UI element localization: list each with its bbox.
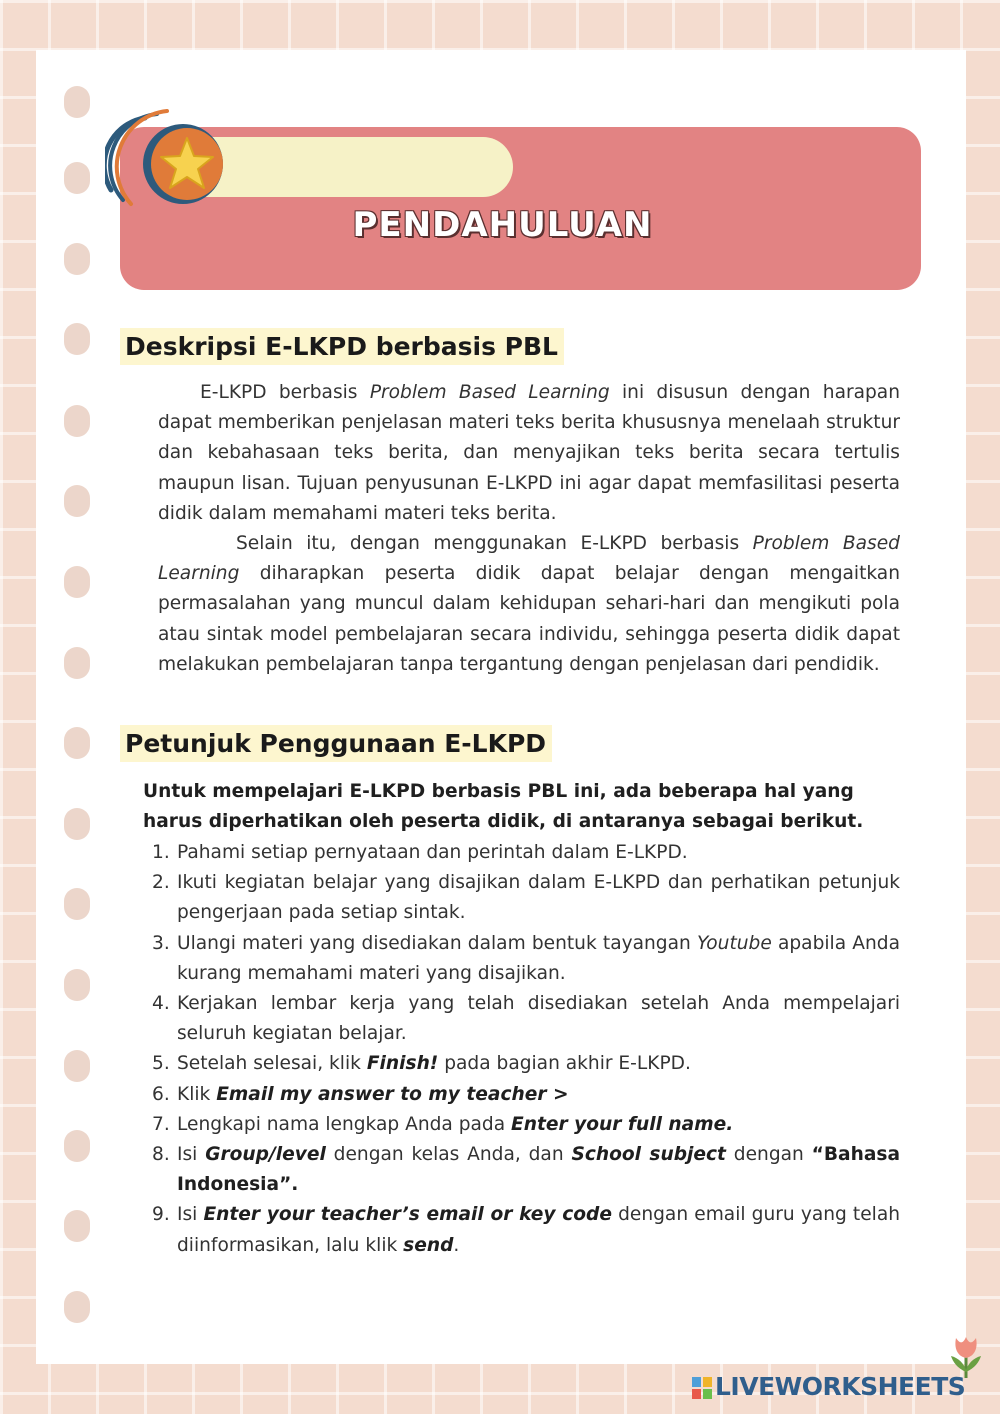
star-badge-icon [105, 108, 235, 213]
list-item: 8. Isi Group/level dengan kelas Anda, dan School subject dengan “Bahasa Indonesia”. [152, 1144, 900, 1196]
binder-hole [64, 566, 90, 598]
binder-hole [64, 86, 90, 118]
list-item: 4. Kerjakan lembar kerja yang telah disediakan setelah Anda mempelajari seluruh kegiatan belajar. [152, 993, 900, 1045]
binder-hole [64, 323, 90, 355]
liveworksheets-logo-icon [692, 1377, 712, 1399]
binder-hole [64, 1130, 90, 1162]
binder-hole [64, 1291, 90, 1323]
instruction-list [152, 838, 900, 1261]
list-item: 2. Ikuti kegiatan belajar yang disajikan dalam E-LKPD dan perhatikan petunjuk pengerjaan pada setiap sintak. [152, 872, 900, 924]
list-item: 9. Isi Enter your teacher’s email or key code dengan email guru yang telah diinformasikan, lalu klik send. [152, 1204, 901, 1256]
list-item: 7. Lengkapi nama lengkap Anda pada Enter your full name. [152, 1113, 734, 1135]
instructions-intro: Untuk mempelajari E-LKPD berbasis PBL ini, ada beberapa hal yang harus diperhatikan oleh peserta didik, di antaranya sebagai berikut. [143, 781, 864, 833]
binder-hole [64, 1050, 90, 1082]
section-heading-deskripsi: Deskripsi E-LKPD berbasis PBL [120, 328, 564, 365]
list-item: 5. Setelah selesai, klik Finish! pada bagian akhir E-LKPD. [152, 1053, 691, 1075]
binder-hole [64, 969, 90, 1001]
liveworksheets-watermark[interactable] [692, 1372, 965, 1406]
binder-hole [64, 162, 90, 194]
binder-hole [64, 405, 90, 437]
binder-hole [64, 243, 90, 275]
list-item: 6. Klik Email my answer to my teacher > [152, 1083, 569, 1105]
page-title: PENDAHULUAN [352, 205, 653, 245]
list-item: 3. Ulangi materi yang disediakan dalam bentuk tayangan Youtube apabila Anda kurang memahami materi yang disajikan. [152, 932, 900, 984]
binder-hole [64, 888, 90, 920]
section-heading-petunjuk: Petunjuk Penggunaan E-LKPD [120, 725, 552, 762]
description-paragraph-1: E-LKPD berbasis Problem Based Learning ini disusun dengan harapan dapat memberikan penjelasan materi teks berita khususnya menelaah struktur dan kebahasaan teks berita, dan menyajikan teks berita secara tertulis maupun lisan. Tujuan penyusunan E-LKPD ini agar dapat memfasilitasi peserta didik dalam memahami materi teks berita. [158, 382, 900, 524]
binder-hole [64, 1210, 90, 1242]
binder-hole [64, 485, 90, 517]
watermark-text: LIVEWORKSHEETS [715, 1372, 966, 1401]
binder-hole [64, 727, 90, 759]
binder-hole [64, 808, 90, 840]
description-paragraph-2: Selain itu, dengan menggunakan E-LKPD berbasis Problem Based Learning diharapkan peserta didik dapat belajar dengan mengaitkan permasalahan yang muncul dalam kehidupan sehari-hari dan mengikuti pola atau sintak model pembelajaran secara individu, sehingga peserta didik dapat melakukan pembelajaran tanpa tergantung dengan penjelasan dari pendidik. [158, 533, 900, 675]
binder-hole [64, 647, 90, 679]
list-item: 1. Pahami setiap pernyataan dan perintah dalam E-LKPD. [152, 842, 688, 863]
